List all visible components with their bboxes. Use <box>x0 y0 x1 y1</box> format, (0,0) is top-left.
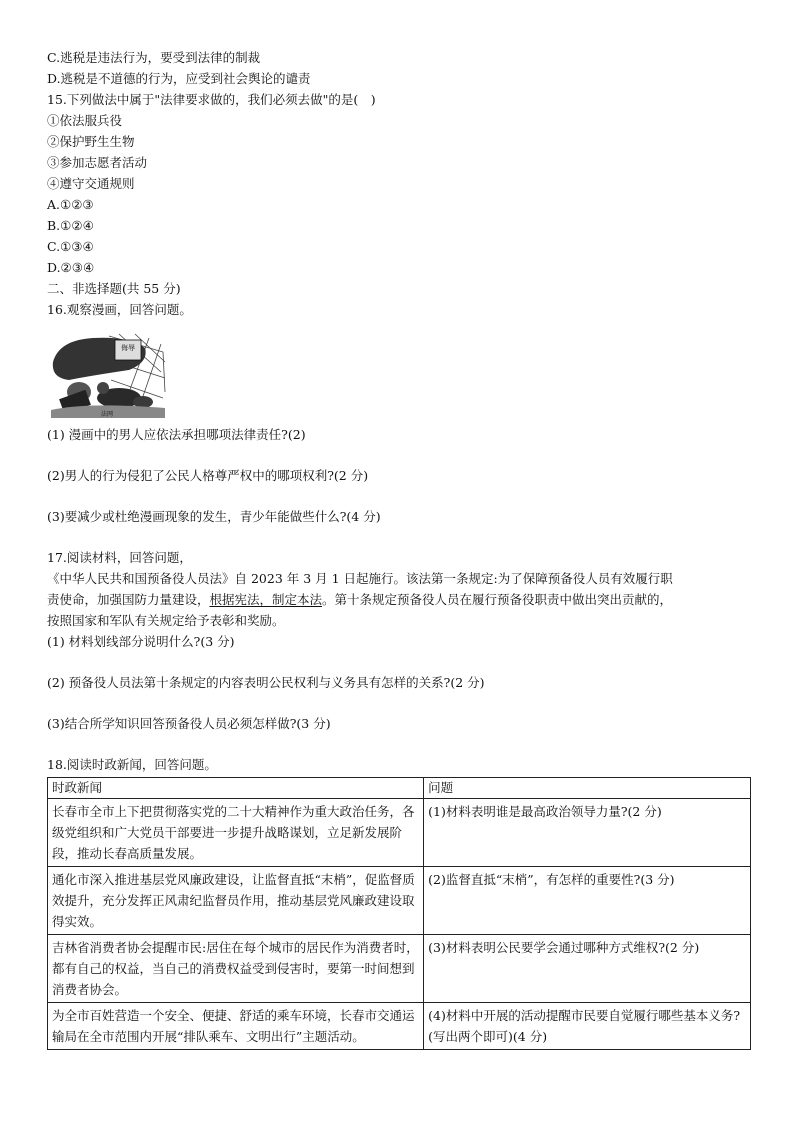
q17-sub-2: (2) 预备役人员法第十条规定的内容表明公民权利与义务具有怎样的关系?(2 分) <box>47 675 485 690</box>
exam-page <box>47 47 753 1050</box>
q15-item-4: ④遵守交通规则 <box>47 176 135 191</box>
q15-item-3: ③参加志愿者活动 <box>47 155 148 170</box>
table-row <box>48 1003 751 1050</box>
question-cell: (4)材料中开展的活动提醒市民要自觉履行哪些基本义务?(写出两个即可)(4 分) <box>424 1003 751 1050</box>
q15-item-2: ②保护野生生物 <box>47 134 135 149</box>
news-cell: 通化市深入推进基层党风廉政建设，让监督直抵“末梢”，促监督质效提升，充分发挥正风肃纪监督员作用，推动基层党风廉政建设取得实效。 <box>48 867 424 935</box>
news-cell: 为全市百姓营造一个安全、便捷、舒适的乘车环境，长春市交通运输局在全市范围内开展“排队乘车、文明出行”主题活动。 <box>48 1003 424 1050</box>
q16-sub-2: (2)男人的行为侵犯了公民人格尊严权中的哪项权利?(2 分) <box>47 468 369 483</box>
news-cell: 长春市全市上下把贯彻落实党的二十大精神作为重大政治任务，各级党组织和广大党员干部要进一步提升战略谋划，立足新发展阶段，推动长春高质量发展。 <box>48 799 424 867</box>
q17-material-line2 <box>47 589 753 610</box>
q17-material-post: 。第十条规定预备役人员在履行预备役职责中做出突出贡献的， <box>322 592 673 607</box>
q17-stem: 17.阅读材料，回答问题， <box>47 550 192 565</box>
section-title: 二、非选择题(共 55 分) <box>47 281 181 296</box>
table-row <box>48 867 751 935</box>
comic-label-bottom: 法网 <box>100 411 114 418</box>
q17-sub-1: (1) 材料划线部分说明什么?(3 分) <box>47 634 235 649</box>
comic-image <box>49 332 167 418</box>
q17-underlined-text: 根据宪法，制定本法 <box>209 592 323 607</box>
q17-material-line1: 《中华人民共和国预备役人员法》自 2023 年 3 月 1 日起施行。该法第一条规定:为了保障预备役人员有效履行职 <box>47 571 673 586</box>
table-row <box>48 799 751 867</box>
news-table <box>47 777 751 1050</box>
news-cell: 吉林省消费者协会提醒市民:居住在每个城市的居民作为消费者时，都有自己的权益，当自己的消费权益受到侵害时，要第一时间想到消费者协会。 <box>48 935 424 1003</box>
q15-option-a: A.①②③ <box>47 197 94 212</box>
q14-option-c: C.逃税是违法行为，要受到法律的制裁 <box>47 50 261 65</box>
q15-option-c: C.①③④ <box>47 239 94 254</box>
q17-sub-3: (3)结合所学知识回答预备役人员必须怎样做?(3 分) <box>47 716 331 731</box>
q17-material-line3: 按照国家和军队有关规定给予表彰和奖励。 <box>47 613 285 628</box>
header-question: 问题 <box>424 778 751 799</box>
q16-stem: 16.观察漫画，回答问题。 <box>47 302 192 317</box>
q15-item-1: ①依法服兵役 <box>47 113 123 128</box>
q16-sub-1: (1) 漫画中的男人应依法承担哪项法律责任?(2) <box>47 427 306 442</box>
q17-material-pre: 责使命，加强国防力量建设， <box>47 592 210 607</box>
q15-option-b: B.①②④ <box>47 218 94 233</box>
q16-sub-3: (3)要减少或杜绝漫画现象的发生，青少年能做些什么?(4 分) <box>47 509 381 524</box>
table-row <box>48 935 751 1003</box>
question-cell: (2)监督直抵“末梢”，有怎样的重要性?(3 分) <box>424 867 751 935</box>
q18-stem: 18.阅读时政新闻，回答问题。 <box>47 757 217 772</box>
q14-option-d: D.逃税是不道德的行为，应受到社会舆论的谴责 <box>47 71 311 86</box>
question-cell: (1)材料表明谁是最高政治领导力量?(2 分) <box>424 799 751 867</box>
header-news: 时政新闻 <box>48 778 424 799</box>
q15-stem: 15.下列做法中属于"法律要求做的，我们必须去做"的是( ) <box>47 92 376 107</box>
comic-label-top: 侮辱 <box>121 344 135 352</box>
table-header-row <box>48 778 751 799</box>
q15-option-d: D.②③④ <box>47 260 95 275</box>
question-cell: (3)材料表明公民要学会通过哪种方式维权?(2 分) <box>424 935 751 1003</box>
